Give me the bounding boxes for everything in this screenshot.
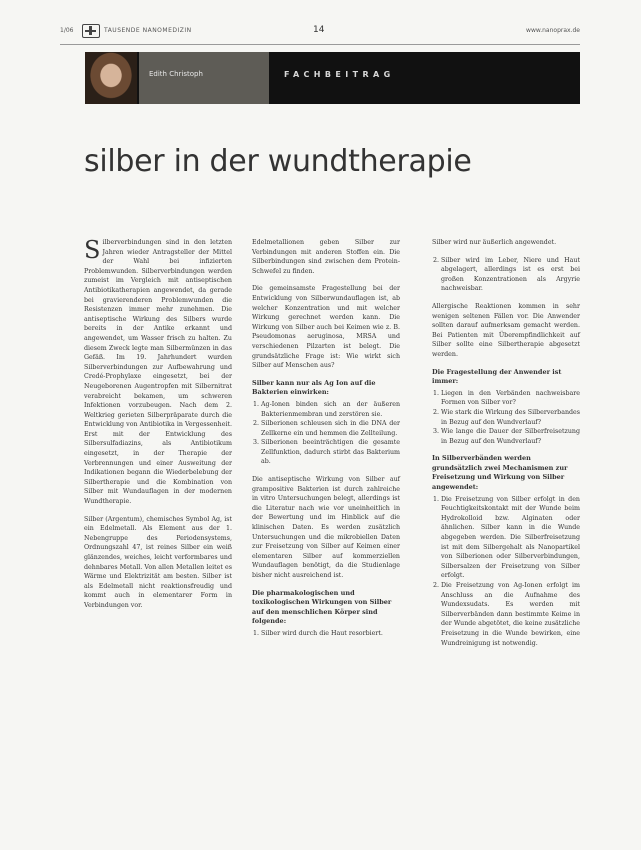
list-item: 2. Die Freisetzung von Ag-Ionen erfolgt im Anschluss an die Aufnahme des Wundexsudats. Es werden mit Silberverbänden dann bestimmte Keime in der Wunde abgetötet, die keine zusätzliche Freisetzung in die Wunde bewirken, eine Wundreinigung ist notwendig.	[441, 581, 580, 648]
column-2	[252, 238, 400, 647]
list-item: 3. Silberionen beeinträchtigen die gesamte Zellfunktion, dadurch stirbt das Bakterium ab.	[261, 438, 400, 467]
intro-text: ilberverbindungen sind in den letzten Jahren wieder Antragsteller der Mittel der Wahl bei infizierten Problemwunden. Silberverbindungen werden zumeist im Vergleich mit antiseptischen Antibiotikatherapien angewendet, da gerade bei gravierenderen Problemwunden die Resistenzen immer mehr zunehmen. Die antiseptische Wirkung des Silbers wurde bereits in der Antike erkannt und angewendet, um Wasser frisch zu halten. Zu diesem Zweck legte man Silbermünzen in das Gefäß. Im 19. Jahrhundert wurden Silberverbindungen zur Aufbewahrung und Credé-Prophylaxe eingesetzt, bei der Neugeborenen Augentropfen mit Silbernitrat verabreicht bekamen, um schweren Infektionen vorzubeugen. Nach dem 2. Weltkrieg gerieten Silberpräparate durch die Entwicklung von Antibiotika in Vergessenheit. Erst mit der Entwicklung des Silbersulfadiazins, als Antibiotikum eingesetzt, in der Therapie der Verbrennungen und einer Ausweitung der Indikationen begann die Wiederbelebung der Silbertherapie und die Kombination von Silber mit Wundauflagen in der modernen Wundtherapie.	[84, 239, 232, 506]
paragraph: Edelmetallionen geben Silber zur Verbindungen mit anderen Stoffen ein. Die Silberbindungen sind zwischen dem Protein-Schwefel zu finden.	[252, 239, 400, 275]
page-number: 14	[313, 25, 325, 35]
section-label: FACHBEITRAG	[284, 70, 395, 79]
list-item: 1. Silber wird durch die Haut resorbiert.	[261, 629, 400, 639]
intro-paragraph	[84, 238, 232, 507]
subheading: Die Fragestellung der Anwender ist immer:	[432, 367, 562, 386]
list-item: 2. Silberionen schleusen sich in die DNA der Zellkerne ein und hemmen die Zellteilung.	[261, 419, 400, 438]
numbered-list	[252, 629, 400, 639]
author-photo	[85, 52, 137, 104]
article-headline: silber in der wundtherapie	[84, 144, 472, 179]
list-item: 2. Wie stark die Wirkung des Silberverbandes in Bezug auf den Wundverlauf?	[441, 408, 580, 427]
author-box	[139, 52, 269, 104]
paragraph: Silber wird nur äußerlich angewendet.	[432, 239, 557, 246]
article-header	[85, 52, 580, 104]
drop-cap: S	[84, 236, 101, 264]
numbered-list	[432, 256, 580, 294]
column-3	[432, 238, 580, 656]
list-item: 3. Wie lange die Dauer der Silberfreisetzung in Bezug auf den Wundverlauf?	[441, 427, 580, 446]
paragraph: Die antiseptische Wirkung von Silber auf grampositive Bakterien ist durch zahlreiche in vitro Untersuchungen belegt, allerdings ist die Literatur nach wie vor uneinheitlich in der Bewertung und im Hinblick auf die klinischen Daten. Es werden zusätzlich Untersuchungen und die mikrobiellen Daten zur Freisetzung von Silber auf Keimen einer elementaren Silber auf kommerziellen Wundauflagen benötigt, da die Studienlage bisher nicht ausreichend ist.	[252, 476, 400, 579]
list-item: 1. Ag-Ionen binden sich an der äußeren Bakterienmembran und zerstören sie.	[261, 400, 400, 419]
subheading: In Silberverbänden werden grundsätzlich zwei Mechanismen zur Freisetzung und Wirkung von Silber angewendet:	[432, 454, 568, 492]
column-1	[84, 238, 232, 619]
subheading: Die pharmakologischen und toxikologischen Wirkungen von Silber auf den menschlichen Körper sind folgende:	[252, 588, 392, 626]
paragraph: Allergische Reaktionen kommen in sehr wenigen seltenen Fällen vor. Die Anwender sollten darauf aufmerksam gemacht werden. Bei Patienten mit Überempfindlichkeit auf Silber sollte eine Silbertherapie abgesetzt werden.	[432, 302, 580, 358]
website-url: www.nanoprax.de	[526, 27, 580, 34]
issue-label: 1/06	[60, 27, 74, 34]
list-item: 1. Die Freisetzung von Silber erfolgt in den Feuchtigkeitskontakt mit der Wunde beim Hydrokolloid bzw. Alginaten oder ähnlichen. Silber kann in die Wunde abgegeben werden. Die Silberfreisetzung ist mit dem Silbergehalt als Nanopartikel von Silberionen oder Silberverbindungen, Silbersalzen der Freisetzung von Silber erfolgt.	[441, 495, 580, 581]
numbered-list	[432, 389, 580, 447]
numbered-list	[432, 495, 580, 649]
subheading: Silber kann nur als Ag Ion auf die Bakterien einwirken:	[252, 378, 376, 397]
numbered-list	[252, 400, 400, 467]
list-item: 1. Liegen in den Verbänden nachweisbare Formen von Silber vor?	[441, 389, 580, 408]
top-bar	[60, 20, 580, 45]
author-name: Edith Christoph	[149, 70, 203, 78]
cross-logo-icon	[82, 24, 100, 38]
list-item: 2. Silber wird im Leber, Niere und Haut abgelagert, allerdings ist es erst bei großen Konzentrationen als Argyrie nachweisbar.	[441, 256, 580, 294]
paragraph: Die gemeinsamste Fragestellung bei der Entwicklung von Silberwundauflagen ist, ab welcher Konzentration und mit welcher Wirkung gerechnet werden kann. Die Wirkung von Silber auch bei Keimen wie z. B. Pseudomonas aeruginosa, MRSA und verschiedenen Pilzarten ist belegt. Die grundsätzliche Frage ist: Wie wirkt sich Silber auf Menschen aus?	[252, 285, 400, 370]
brand-name: TAUSENDE NANOMEDIZIN	[104, 27, 192, 34]
paragraph: Silber (Argentum), chemisches Symbol Ag, ist ein Edelmetall. Als Element aus der 1. Nebengruppe des Periodensystems, Ordnungszahl 47, ist reines Silber ein weiß glänzendes, weiches, leicht verformbares und dehnbares Metall. Von allen Metallen leitet es Wärme und Elektrizität am besten. Silber ist als Edelmetall nicht reaktionsfreudig und kommt auch in elementarer Form in Verbindungen vor.	[84, 515, 232, 609]
